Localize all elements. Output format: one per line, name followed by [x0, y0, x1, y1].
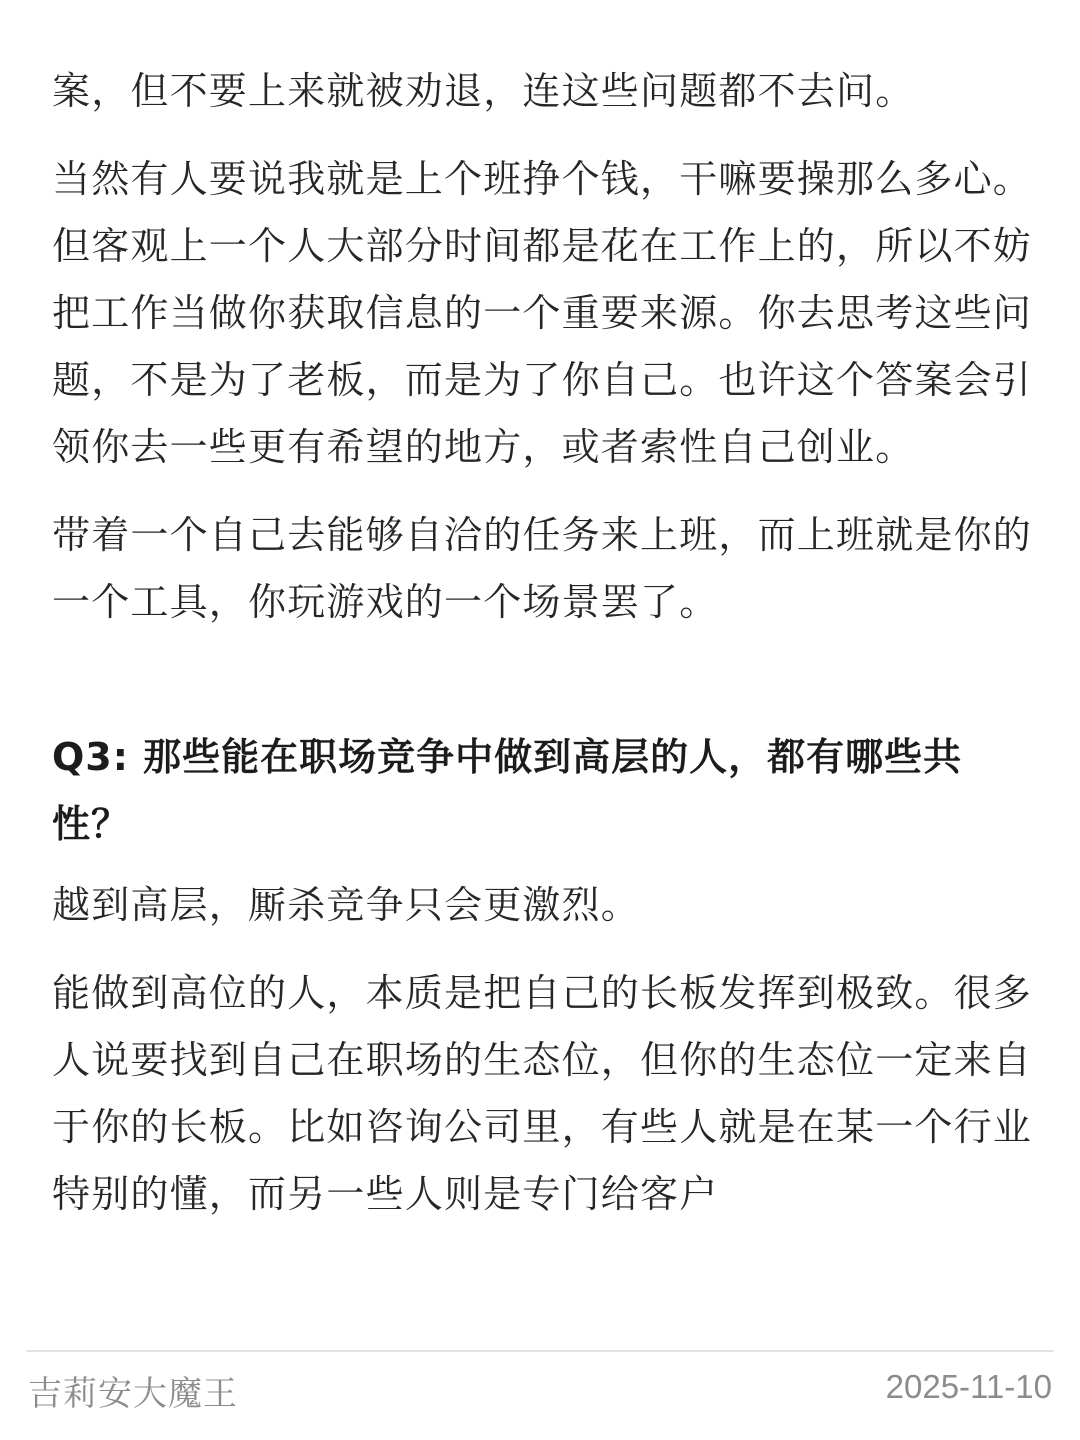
footer-bar: [26, 1350, 1054, 1422]
paragraph: 能做到高位的人，本质是把自己的长板发挥到极致。很多人说要找到自己在职场的生态位，但你的生态位一定来自于你的长板。比如咨询公司里，有些人就是在某一个行业特别的懂，而另一些人则是专门给客户: [52, 971, 1033, 1216]
paragraph: 带着一个自己去能够自洽的任务来上班，而上班就是你的一个工具，你玩游戏的一个场景罢了。: [52, 513, 1033, 624]
paragraph: 越到高层，厮杀竞争只会更激烈。: [52, 883, 641, 927]
author-name[interactable]: 吉莉安大魔王: [28, 1374, 238, 1414]
publish-date: 2025-11-10: [885, 1368, 1052, 1405]
article-body: [52, 58, 1036, 1228]
paragraph: 当然有人要说我就是上个班挣个钱，干嘛要操那么多心。但客观上一个人大部分时间都是花在工作上的，所以不妨把工作当做你获取信息的一个重要来源。你去思考这些问题，不是为了老板，而是为了你自己。也许这个答案会引领你去一些更有希望的地方，或者索性自己创业。: [52, 157, 1033, 469]
paragraph: 案，但不要上来就被劝退，连这些问题都不去问。: [52, 69, 915, 113]
section-heading: Q3: 那些能在职场竞争中做到高层的人，都有哪些共性？: [52, 735, 963, 846]
